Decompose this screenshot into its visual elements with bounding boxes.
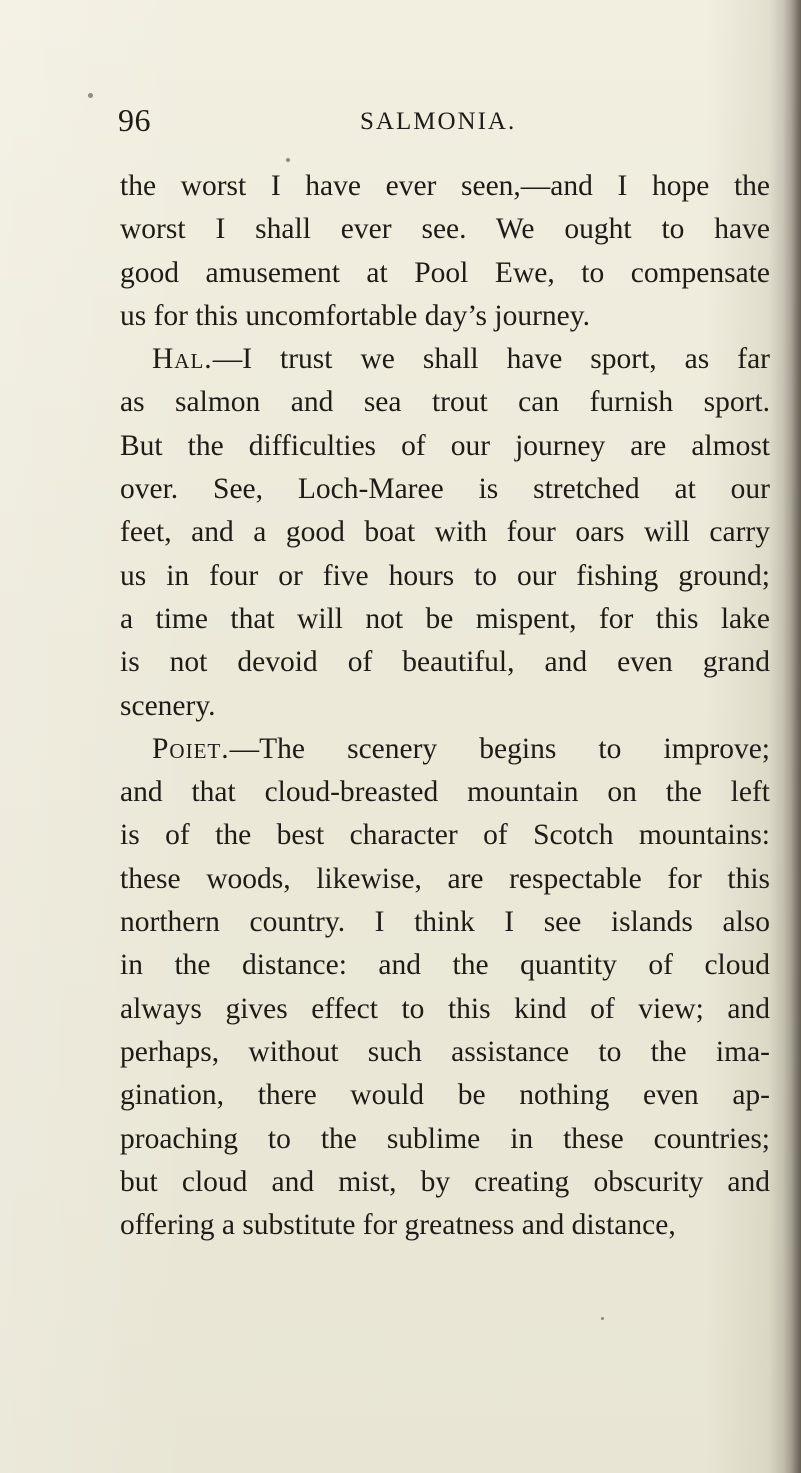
- text-line: us in four or five hours to our fishing ground;: [120, 559, 770, 592]
- paper-speck: [88, 93, 93, 98]
- speaker-name: Hal.: [152, 343, 213, 376]
- paper-speck: [286, 158, 290, 162]
- text-line: in the distance: and the quantity of cloud: [120, 949, 770, 982]
- text-line: is not devoid of beautiful, and even grand: [120, 646, 770, 679]
- paper-speck: [601, 1317, 604, 1320]
- text-line: over. See, Loch-Maree is stretched at our: [120, 473, 770, 506]
- page-header: [0, 100, 801, 150]
- text-line: the worst I have ever seen,—and I hope the: [120, 170, 770, 202]
- text-line: feet, and a good boat with four oars will carry: [120, 516, 770, 549]
- text-line: gination, there would be nothing even ap-: [120, 1079, 770, 1112]
- text-line: always gives effect to this kind of view; and: [120, 992, 770, 1025]
- text-line: as salmon and sea trout can furnish sport.: [120, 386, 770, 419]
- page-number: 96: [118, 102, 151, 138]
- text-line: perhaps, without such assistance to the ima-: [120, 1035, 770, 1068]
- body-text: [120, 165, 770, 1247]
- text-line: a time that will not be mispent, for this lake: [120, 602, 770, 635]
- text-line: good amusement at Pool Ewe, to compensate: [120, 256, 770, 289]
- text-line: these woods, likewise, are respectable for this: [120, 862, 770, 895]
- text-line: us for this uncomfortable day’s journey.: [120, 299, 590, 332]
- text-line: northern country. I think I see islands also: [120, 906, 770, 939]
- text-line: worst I shall ever see. We ought to have: [120, 213, 770, 246]
- dialogue-line: [120, 728, 770, 771]
- page-edge-shadow: [783, 0, 801, 1473]
- text-line: But the difficulties of our journey are almost: [120, 429, 770, 462]
- running-head: SALMONIA.: [360, 108, 517, 135]
- text-line: is of the best character of Scotch mountains:: [120, 819, 770, 852]
- text-line: scenery.: [120, 689, 216, 722]
- text-line: proaching to the sublime in these countries;: [120, 1122, 770, 1155]
- text-line: but cloud and mist, by creating obscurity and: [120, 1165, 770, 1198]
- speaker-name: Poiet.: [152, 732, 230, 765]
- text-line: offering a substitute for greatness and distance,: [120, 1209, 676, 1242]
- dialogue-text: —The scenery begins to improve;: [229, 732, 770, 765]
- dialogue-line: [120, 338, 770, 381]
- text-line: and that cloud-breasted mountain on the left: [120, 776, 770, 809]
- dialogue-text: —I trust we shall have sport, as far: [212, 343, 770, 376]
